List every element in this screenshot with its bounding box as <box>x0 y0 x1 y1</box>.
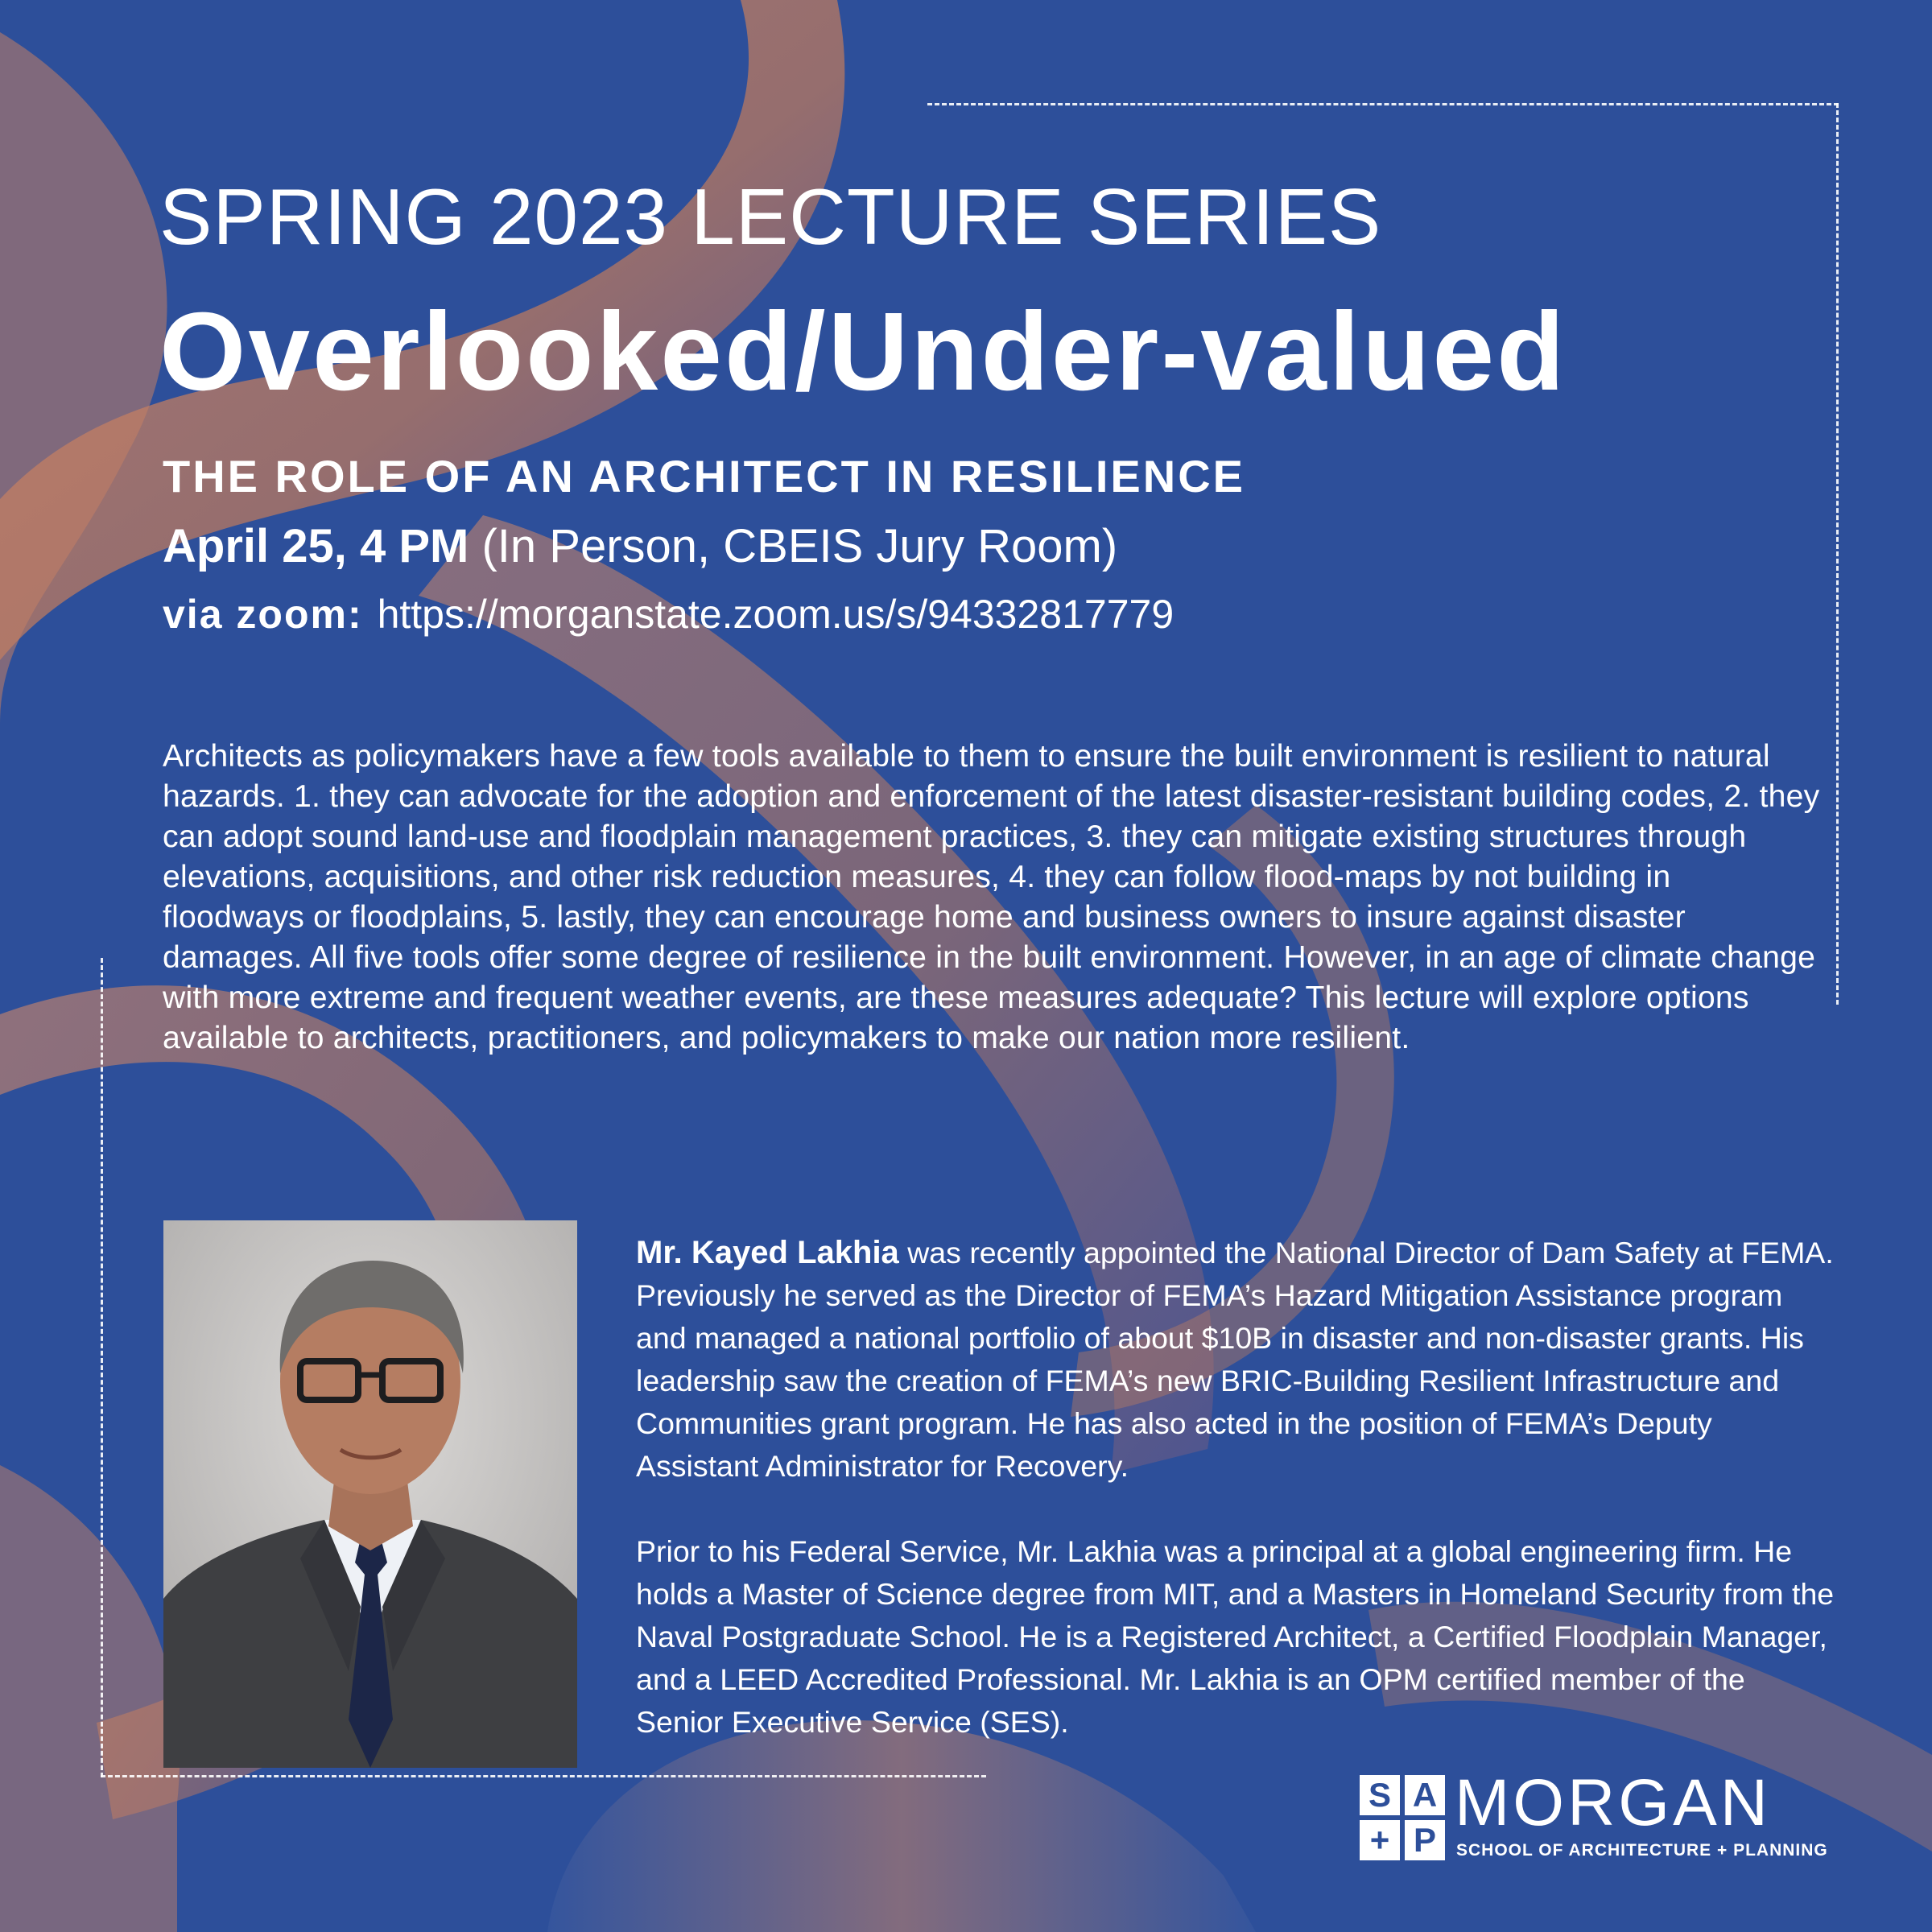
logo-cell-s: S <box>1360 1775 1400 1815</box>
zoom-label: via zoom: <box>163 592 363 637</box>
series-heading: SPRING 2023 LECTURE SERIES <box>159 172 1382 261</box>
speaker-bio-paragraph-2: Prior to his Federal Service, Mr. Lakhia was a principal at a global engineering firm. He holds a Master of Science degree from MIT, and a Masters in Homeland Security from the Naval Postgraduate School. He is a Registered Architect, a Certified Floodplain Manager, and a LEED Accredited Professional. Mr. Lakhia is an OPM certified member of the Senior Executive Service (SES). <box>636 1534 1835 1739</box>
logo-cell-p: P <box>1405 1820 1445 1860</box>
logo-wordmark: MORGAN <box>1455 1766 1771 1839</box>
frame-left-dashed-line <box>101 958 103 1777</box>
lecture-subtitle: THE ROLE OF AN ARCHITECT IN RESILIENCE <box>163 451 1245 502</box>
logo-cell-a: A <box>1405 1775 1445 1815</box>
lecture-title: Overlooked/Under-valued <box>159 290 1567 414</box>
event-date: April 25, 4 PM <box>163 520 469 572</box>
speaker-photo <box>163 1220 577 1768</box>
speaker-bio-text-1: was recently appointed the National Director of Dam Safety at FEMA. Previously he served as the Director of FEMA’s Hazard Mitigation Assistance program and managed a national portfolio of about $10B in disaster and non-disaster grants. His leadership saw the creation of FEMA’s new BRIC-Building Resilient Infrastructure and Communities grant program. He has also acted in the position of FEMA’s Deputy Assistant Administrator for Recovery. <box>636 1236 1834 1483</box>
event-location: (In Person, CBEIS Jury Room) <box>469 520 1118 572</box>
logo-cell-plus: + <box>1360 1820 1400 1860</box>
logo-school-name: SCHOOL OF ARCHITECTURE + PLANNING <box>1456 1841 1828 1860</box>
sap-logo-mark <box>1360 1775 1445 1860</box>
frame-right-dashed-line <box>1836 103 1839 1005</box>
speaker-bio-paragraph-1 <box>636 1232 1835 1488</box>
lecture-abstract: Architects as policymakers have a few tools available to them to ensure the built environment is resilient to natural hazards. 1. they can advocate for the adoption and enforcement of the latest disaster-resistant building codes, 2. they can adopt sound land-use and floodplain management practices, 3. they can mitigate existing structures through elevations, acquisitions, and other risk reduction measures, 4. they can follow flood-maps by not building in floodways or floodplains, 5. lastly, they can encourage home and business owners to insure against disaster damages. All five tools offer some degree of resilience in the built environment. However, in an age of climate change with more extreme and frequent weather events, are these measures adequate? This lecture will explore options available to architects, practitioners, and policymakers to make our nation more resilient. <box>163 739 1820 1055</box>
frame-top-dashed-line <box>927 103 1839 105</box>
speaker-portrait-illustration <box>163 1220 577 1768</box>
zoom-line <box>163 592 1174 637</box>
zoom-link[interactable]: https://morganstate.zoom.us/s/94332817779 <box>377 592 1174 637</box>
speaker-name: Mr. Kayed Lakhia <box>636 1235 899 1270</box>
morgan-sap-logo <box>1360 1766 1828 1860</box>
speaker-bio <box>636 1232 1835 1786</box>
event-date-location <box>163 520 1118 572</box>
